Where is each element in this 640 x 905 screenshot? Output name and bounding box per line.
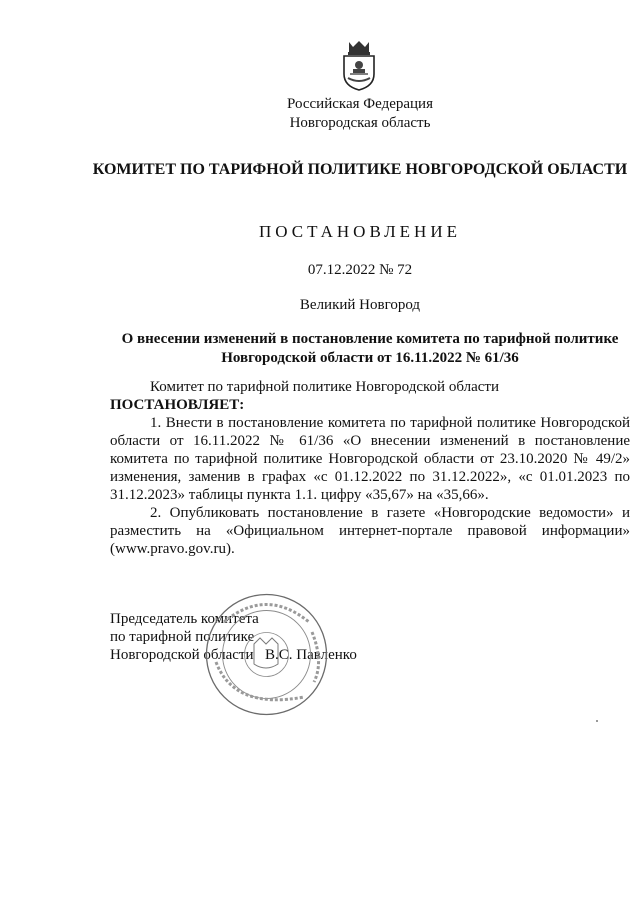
document-city: Великий Новгород (299, 297, 421, 313)
body-item-2: 2. Опубликовать постановление в газете «Новгородские ведомости» и разместить на «Официальном интернет-портале правовой информации» (www.pravo.gov.ru). (110, 505, 630, 557)
signature-block (110, 610, 510, 664)
document-subject: О внесении изменений в постановление комитета по тарифной политике Новгородской области от 16.11.2022 № 61/36 (121, 331, 619, 366)
scan-speck (596, 720, 598, 722)
body-resolves: ПОСТАНОВЛЯЕТ: (110, 397, 245, 413)
header (0, 95, 640, 133)
document-type: ПОСТАНОВЛЕНИЕ (258, 222, 461, 241)
signature-line-1: Председатель комитета (110, 611, 259, 627)
committee-title: КОМИТЕТ ПО ТАРИФНОЙ ПОЛИТИКЕ НОВГОРОДСКОЙ ОБЛАСТИ (92, 161, 628, 178)
document-date-number: 07.12.2022 № 72 (307, 262, 413, 278)
header-country: Российская Федерация (287, 96, 433, 112)
body-item-1: 1. Внести в постановление комитета по тарифной политике Новгородской области от 16.11.2022 № 61/36 «О внесении изменений в постановление комитета по тарифной политике Новгородской области от 23.10.2020 № 49/2» изменения, заменив в графах «с 01.12.2022 по 31.12.2022», «с 01.01.2023 по 31.12.2023» таблицы пункта 1.1. цифру «35,67» на «35,66». (110, 415, 630, 503)
body-intro: Комитет по тарифной политике Новгородской области (150, 379, 499, 395)
signature-name: В.С. Павленко (265, 647, 357, 663)
signature-line-3: Новгородской области (110, 647, 254, 663)
coat-of-arms-icon (338, 38, 380, 92)
document-body (110, 378, 630, 558)
signature-line-2: по тарифной политике (110, 629, 255, 645)
header-region: Новгородская область (289, 115, 431, 131)
